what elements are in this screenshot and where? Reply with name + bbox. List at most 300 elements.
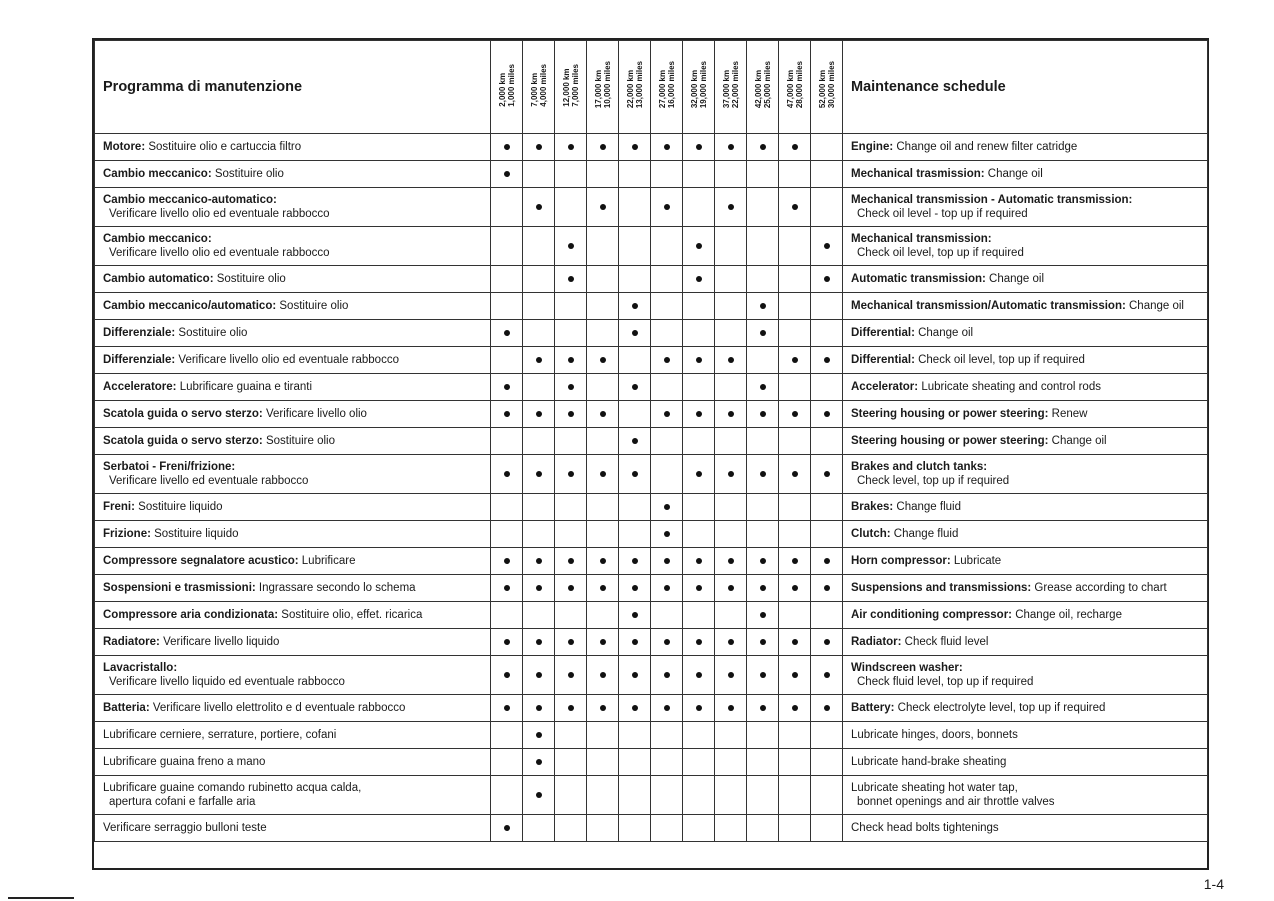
task-text: Lubrificare guaina e tiranti: [176, 381, 313, 393]
service-dot-icon: [600, 204, 606, 210]
task-italian: [95, 749, 491, 776]
interval-cell: [491, 602, 523, 629]
task-text: Sostituire liquido: [134, 501, 223, 513]
interval-cell: [779, 293, 811, 320]
service-dot-icon: [536, 672, 542, 678]
interval-cell: [811, 548, 843, 575]
interval-cell: [811, 776, 843, 815]
task-italian: [95, 134, 491, 161]
interval-cell: [619, 776, 651, 815]
interval-cell: [747, 374, 779, 401]
interval-cell: [779, 776, 811, 815]
interval-cell: [587, 815, 619, 842]
interval-cell: [523, 722, 555, 749]
service-dot-icon: [760, 303, 766, 309]
service-dot-icon: [760, 639, 766, 645]
interval-cell: [491, 776, 523, 815]
interval-cell: [587, 455, 619, 494]
interval-cell: [715, 521, 747, 548]
task-text: Sostituire olio: [276, 300, 349, 312]
interval-cell: [587, 227, 619, 266]
interval-cell: [779, 656, 811, 695]
table-row: [95, 695, 1208, 722]
task-italian: [95, 428, 491, 455]
interval-cell: [555, 602, 587, 629]
interval-cell: [619, 656, 651, 695]
task-heading: Cambio meccanico:: [103, 233, 212, 245]
interval-cell: [715, 722, 747, 749]
interval-cell: [779, 494, 811, 521]
service-dot-icon: [792, 705, 798, 711]
interval-cell: [779, 722, 811, 749]
interval-cell: [715, 347, 747, 374]
task-heading: Scatola guida o servo sterzo:: [103, 435, 263, 447]
service-dot-icon: [536, 792, 542, 798]
interval-cell: [811, 494, 843, 521]
task-english: [843, 722, 1208, 749]
interval-cell: [747, 134, 779, 161]
service-dot-icon: [728, 204, 734, 210]
interval-cell: [619, 320, 651, 347]
task-text: Sostituire olio: [211, 168, 284, 180]
task-text: Sostituire olio e cartuccia filtro: [145, 141, 302, 153]
task-heading: Lavacristallo:: [103, 662, 178, 674]
interval-cell: [779, 347, 811, 374]
task-heading: Scatola guida o servo sterzo:: [103, 408, 263, 420]
table-row: [95, 656, 1208, 695]
service-dot-icon: [824, 243, 830, 249]
service-dot-icon: [664, 585, 670, 591]
task-english: [843, 428, 1208, 455]
interval-cell: [587, 548, 619, 575]
interval-cell: [651, 347, 683, 374]
service-dot-icon: [728, 672, 734, 678]
service-dot-icon: [792, 144, 798, 150]
interval-cell: [715, 749, 747, 776]
interval-cell: [619, 347, 651, 374]
service-dot-icon: [760, 384, 766, 390]
service-dot-icon: [504, 672, 510, 678]
task-heading: Motore:: [103, 141, 146, 153]
interval-cell: [779, 695, 811, 722]
task-text-line2: Check oil level, top up if required: [857, 247, 1024, 259]
task-text-line2: Check oil level - top up if required: [857, 208, 1028, 220]
interval-cell: [587, 521, 619, 548]
interval-cell: [491, 347, 523, 374]
task-english: [843, 188, 1208, 227]
task-italian: [95, 548, 491, 575]
task-italian: [95, 374, 491, 401]
interval-cell: [779, 815, 811, 842]
service-dot-icon: [504, 144, 510, 150]
interval-cell: [811, 293, 843, 320]
interval-cell: [747, 455, 779, 494]
task-english: [843, 776, 1208, 815]
task-heading: Cambio meccanico/automatico:: [103, 300, 277, 312]
interval-cell: [587, 656, 619, 695]
task-text-line2: Check level, top up if required: [857, 475, 1010, 487]
interval-cell: [779, 134, 811, 161]
interval-cell: [811, 266, 843, 293]
interval-cell: [651, 776, 683, 815]
interval-cell: [715, 374, 747, 401]
task-english: [843, 347, 1208, 374]
interval-cell: [587, 293, 619, 320]
interval-cell: [491, 374, 523, 401]
interval-cell: [715, 428, 747, 455]
interval-cell: [715, 548, 747, 575]
service-dot-icon: [696, 672, 702, 678]
task-text: Change oil: [984, 168, 1043, 180]
service-dot-icon: [760, 330, 766, 336]
task-text: Check fluid level: [901, 636, 989, 648]
task-text: Verificare livello liquido: [159, 636, 280, 648]
service-dot-icon: [664, 357, 670, 363]
interval-cell: [619, 521, 651, 548]
task-text: Sostituire olio, effet. ricarica: [278, 609, 423, 621]
interval-cell: [491, 722, 523, 749]
task-text: Lubricate: [950, 555, 1002, 567]
task-italian: [95, 695, 491, 722]
interval-cell: [491, 815, 523, 842]
interval-cell: [683, 494, 715, 521]
interval-cell: [683, 227, 715, 266]
interval-cell: [491, 455, 523, 494]
service-dot-icon: [632, 330, 638, 336]
interval-cell: [523, 227, 555, 266]
service-dot-icon: [664, 705, 670, 711]
interval-cell: [619, 602, 651, 629]
service-dot-icon: [600, 357, 606, 363]
task-text-line2: bonnet openings and air throttle valves: [857, 796, 1055, 808]
task-heading: Differenziale:: [103, 327, 176, 339]
task-heading: Radiator:: [851, 636, 902, 648]
service-dot-icon: [568, 705, 574, 711]
task-heading: Differential:: [851, 327, 915, 339]
interval-cell: [523, 455, 555, 494]
interval-label: 47,000 km 28,000 miles: [785, 61, 804, 109]
interval-cell: [747, 548, 779, 575]
interval-cell: [523, 776, 555, 815]
interval-cell: [523, 188, 555, 227]
task-italian: [95, 656, 491, 695]
interval-cell: [491, 521, 523, 548]
table-row: [95, 722, 1208, 749]
task-heading: Differenziale:: [103, 354, 176, 366]
task-heading: Batteria:: [103, 702, 150, 714]
interval-cell: [811, 227, 843, 266]
interval-cell: [523, 428, 555, 455]
service-dot-icon: [728, 639, 734, 645]
service-dot-icon: [824, 276, 830, 282]
interval-cell: [747, 749, 779, 776]
service-dot-icon: [536, 759, 542, 765]
service-dot-icon: [792, 471, 798, 477]
task-heading: Steering housing or power steering:: [851, 408, 1049, 420]
task-text: Change oil: [1125, 300, 1184, 312]
interval-cell: [587, 722, 619, 749]
interval-cell: [811, 188, 843, 227]
task-english: [843, 401, 1208, 428]
task-text: Check electrolyte level, top up if required: [894, 702, 1106, 714]
task-heading: Compressore aria condizionata:: [103, 609, 279, 621]
interval-cell: [491, 428, 523, 455]
task-italian: [95, 455, 491, 494]
interval-cell: [651, 161, 683, 188]
service-dot-icon: [600, 471, 606, 477]
task-heading: Accelerator:: [851, 381, 919, 393]
service-dot-icon: [504, 705, 510, 711]
interval-cell: [715, 161, 747, 188]
interval-cell: [715, 188, 747, 227]
service-dot-icon: [760, 558, 766, 564]
interval-label: 37,000 km 22,000 miles: [721, 61, 740, 109]
task-italian: [95, 347, 491, 374]
service-dot-icon: [600, 639, 606, 645]
task-italian: [95, 815, 491, 842]
interval-cell: [619, 749, 651, 776]
task-text: Change oil, recharge: [1012, 609, 1122, 621]
interval-cell: [651, 428, 683, 455]
interval-label: 17,000 km 10,000 miles: [593, 61, 612, 109]
service-dot-icon: [728, 411, 734, 417]
interval-cell: [811, 428, 843, 455]
interval-cell: [555, 134, 587, 161]
interval-cell: [683, 815, 715, 842]
interval-cell: [619, 293, 651, 320]
interval-header: [715, 41, 747, 134]
task-text: Change oil: [914, 327, 974, 339]
interval-cell: [619, 695, 651, 722]
interval-cell: [523, 320, 555, 347]
service-dot-icon: [696, 585, 702, 591]
interval-cell: [555, 293, 587, 320]
interval-cell: [683, 548, 715, 575]
task-english: [843, 161, 1208, 188]
interval-label: 2,000 km 1,000 miles: [497, 63, 516, 107]
service-dot-icon: [792, 585, 798, 591]
task-english: [843, 629, 1208, 656]
interval-cell: [491, 266, 523, 293]
task-heading: Compressore segnalatore acustico:: [103, 555, 299, 567]
task-text: Grease according to chart: [1031, 582, 1167, 594]
service-dot-icon: [600, 585, 606, 591]
interval-cell: [491, 401, 523, 428]
interval-cell: [683, 602, 715, 629]
task-text: Change fluid: [890, 528, 959, 540]
service-dot-icon: [632, 471, 638, 477]
interval-cell: [523, 602, 555, 629]
service-dot-icon: [760, 672, 766, 678]
interval-cell: [683, 575, 715, 602]
interval-cell: [555, 266, 587, 293]
interval-cell: [619, 188, 651, 227]
service-dot-icon: [536, 204, 542, 210]
service-dot-icon: [632, 303, 638, 309]
task-heading: Frizione:: [103, 528, 151, 540]
interval-cell: [811, 455, 843, 494]
interval-cell: [747, 602, 779, 629]
task-heading: Brakes and clutch tanks:: [851, 461, 988, 473]
service-dot-icon: [568, 357, 574, 363]
interval-cell: [715, 134, 747, 161]
task-text: Verificare livello elettrolito e d eventuale rabbocco: [149, 702, 406, 714]
task-english: [843, 815, 1208, 842]
interval-cell: [555, 548, 587, 575]
interval-label: 7,000 km 4,000 miles: [529, 63, 548, 107]
table-row: [95, 227, 1208, 266]
interval-header: [491, 41, 523, 134]
interval-cell: [811, 521, 843, 548]
task-english: [843, 374, 1208, 401]
interval-cell: [491, 161, 523, 188]
interval-cell: [523, 749, 555, 776]
interval-cell: [747, 161, 779, 188]
table-row: [95, 401, 1208, 428]
interval-cell: [651, 374, 683, 401]
interval-cell: [811, 602, 843, 629]
task-heading: Suspensions and transmissions:: [851, 582, 1032, 594]
interval-cell: [555, 455, 587, 494]
task-text-line2: apertura cofani e farfalle aria: [109, 796, 256, 808]
interval-cell: [619, 161, 651, 188]
maintenance-table: [94, 40, 1208, 842]
interval-cell: [523, 401, 555, 428]
service-dot-icon: [824, 471, 830, 477]
interval-cell: [747, 521, 779, 548]
service-dot-icon: [568, 411, 574, 417]
task-italian: [95, 227, 491, 266]
interval-cell: [811, 815, 843, 842]
service-dot-icon: [536, 705, 542, 711]
interval-cell: [491, 548, 523, 575]
task-text-line2: Verificare livello liquido ed eventuale rabbocco: [109, 676, 345, 688]
interval-cell: [523, 134, 555, 161]
interval-header: [619, 41, 651, 134]
task-english: [843, 320, 1208, 347]
interval-cell: [747, 656, 779, 695]
service-dot-icon: [504, 558, 510, 564]
interval-cell: [811, 722, 843, 749]
interval-cell: [779, 629, 811, 656]
task-english: [843, 749, 1208, 776]
service-dot-icon: [696, 471, 702, 477]
service-dot-icon: [600, 705, 606, 711]
interval-cell: [715, 266, 747, 293]
service-dot-icon: [504, 471, 510, 477]
interval-cell: [491, 629, 523, 656]
service-dot-icon: [696, 144, 702, 150]
interval-cell: [779, 374, 811, 401]
interval-cell: [491, 656, 523, 695]
task-italian: [95, 293, 491, 320]
interval-cell: [747, 401, 779, 428]
interval-cell: [619, 374, 651, 401]
interval-cell: [683, 776, 715, 815]
table-row: [95, 575, 1208, 602]
table-row: [95, 749, 1208, 776]
interval-cell: [811, 401, 843, 428]
service-dot-icon: [632, 144, 638, 150]
interval-label: 42,000 km 25,000 miles: [753, 61, 772, 109]
service-dot-icon: [536, 585, 542, 591]
interval-cell: [555, 428, 587, 455]
interval-label: 12,000 km 7,000 miles: [561, 63, 580, 107]
interval-cell: [683, 428, 715, 455]
task-heading: Sospensioni e trasmissioni:: [103, 582, 256, 594]
interval-header: [779, 41, 811, 134]
service-dot-icon: [824, 558, 830, 564]
interval-cell: [619, 401, 651, 428]
task-text: Renew: [1048, 408, 1088, 420]
task-english: [843, 602, 1208, 629]
interval-cell: [587, 629, 619, 656]
service-dot-icon: [696, 639, 702, 645]
service-dot-icon: [728, 705, 734, 711]
task-text: Lubrificare cerniere, serrature, portiere, cofani: [103, 729, 337, 741]
table-row: [95, 776, 1208, 815]
interval-cell: [715, 776, 747, 815]
table-row: [95, 629, 1208, 656]
interval-cell: [779, 455, 811, 494]
interval-cell: [683, 455, 715, 494]
table-header-row: [95, 41, 1208, 134]
interval-cell: [555, 656, 587, 695]
interval-cell: [779, 227, 811, 266]
task-text: Lubricate hand-brake sheating: [851, 756, 1007, 768]
interval-cell: [747, 347, 779, 374]
interval-cell: [555, 521, 587, 548]
interval-cell: [587, 347, 619, 374]
service-dot-icon: [600, 411, 606, 417]
task-heading: Freni:: [103, 501, 135, 513]
interval-cell: [587, 602, 619, 629]
interval-cell: [811, 656, 843, 695]
interval-cell: [715, 575, 747, 602]
interval-cell: [587, 134, 619, 161]
interval-cell: [491, 749, 523, 776]
task-italian: [95, 602, 491, 629]
interval-cell: [651, 293, 683, 320]
table-body: [95, 134, 1208, 842]
task-text: Check oil level, top up if required: [914, 354, 1085, 366]
task-italian: [95, 521, 491, 548]
table-row: [95, 320, 1208, 347]
interval-cell: [587, 320, 619, 347]
interval-cell: [779, 401, 811, 428]
interval-cell: [619, 494, 651, 521]
interval-cell: [747, 695, 779, 722]
interval-cell: [747, 227, 779, 266]
service-dot-icon: [568, 672, 574, 678]
service-dot-icon: [568, 384, 574, 390]
interval-cell: [587, 575, 619, 602]
interval-cell: [587, 776, 619, 815]
interval-cell: [779, 749, 811, 776]
interval-cell: [619, 629, 651, 656]
service-dot-icon: [536, 558, 542, 564]
task-text-line2: Verificare livello olio ed eventuale rabbocco: [109, 247, 330, 259]
task-heading: Acceleratore:: [103, 381, 177, 393]
interval-cell: [523, 293, 555, 320]
interval-cell: [587, 749, 619, 776]
service-dot-icon: [504, 639, 510, 645]
interval-cell: [747, 722, 779, 749]
task-heading: Mechanical transmission:: [851, 233, 992, 245]
task-italian: [95, 494, 491, 521]
service-dot-icon: [536, 639, 542, 645]
interval-cell: [715, 602, 747, 629]
